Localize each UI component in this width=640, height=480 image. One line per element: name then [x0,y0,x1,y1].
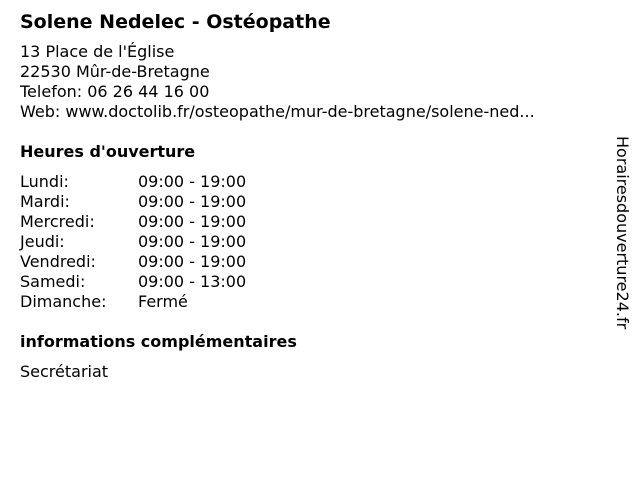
day-label: Samedi: [20,272,86,291]
website-line[interactable]: Web: www.doctolib.fr/osteopathe/mur-de-bretagne/solene-ned... [20,102,535,121]
opening-hours-list [20,172,610,312]
day-hours: 09:00 - 19:00 [138,252,247,271]
day-hours: 09:00 - 13:00 [138,272,247,291]
hours-row-sunday [20,292,610,312]
hours-row-thursday [20,232,610,252]
day-hours: Fermé [138,292,188,311]
day-label: Mardi: [20,192,70,211]
opening-hours-heading: Heures d'ouverture [20,142,196,161]
day-label: Jeudi: [20,232,65,251]
hours-row-saturday [20,272,610,292]
day-hours: 09:00 - 19:00 [138,232,247,251]
day-label: Dimanche: [20,292,107,311]
hours-row-monday [20,172,610,192]
phone-line: Telefon: 06 26 44 16 00 [20,82,210,101]
day-label: Mercredi: [20,212,95,231]
business-card [20,10,610,382]
address-street: 13 Place de l'Église [20,42,175,61]
address-city: 22530 Mûr-de-Bretagne [20,62,210,81]
business-name: Solene Nedelec - Ostéopathe [20,11,331,33]
hours-row-wednesday [20,212,610,232]
additional-info-text: Secrétariat [20,362,109,381]
day-hours: 09:00 - 19:00 [138,172,247,191]
hours-row-friday [20,252,610,272]
day-label: Lundi: [20,172,69,191]
day-label: Vendredi: [20,252,96,271]
day-hours: 09:00 - 19:00 [138,192,247,211]
hours-row-tuesday [20,192,610,212]
site-watermark: Horairesdouverture24.fr [613,136,632,330]
additional-info-heading: informations complémentaires [20,332,297,351]
day-hours: 09:00 - 19:00 [138,212,247,231]
